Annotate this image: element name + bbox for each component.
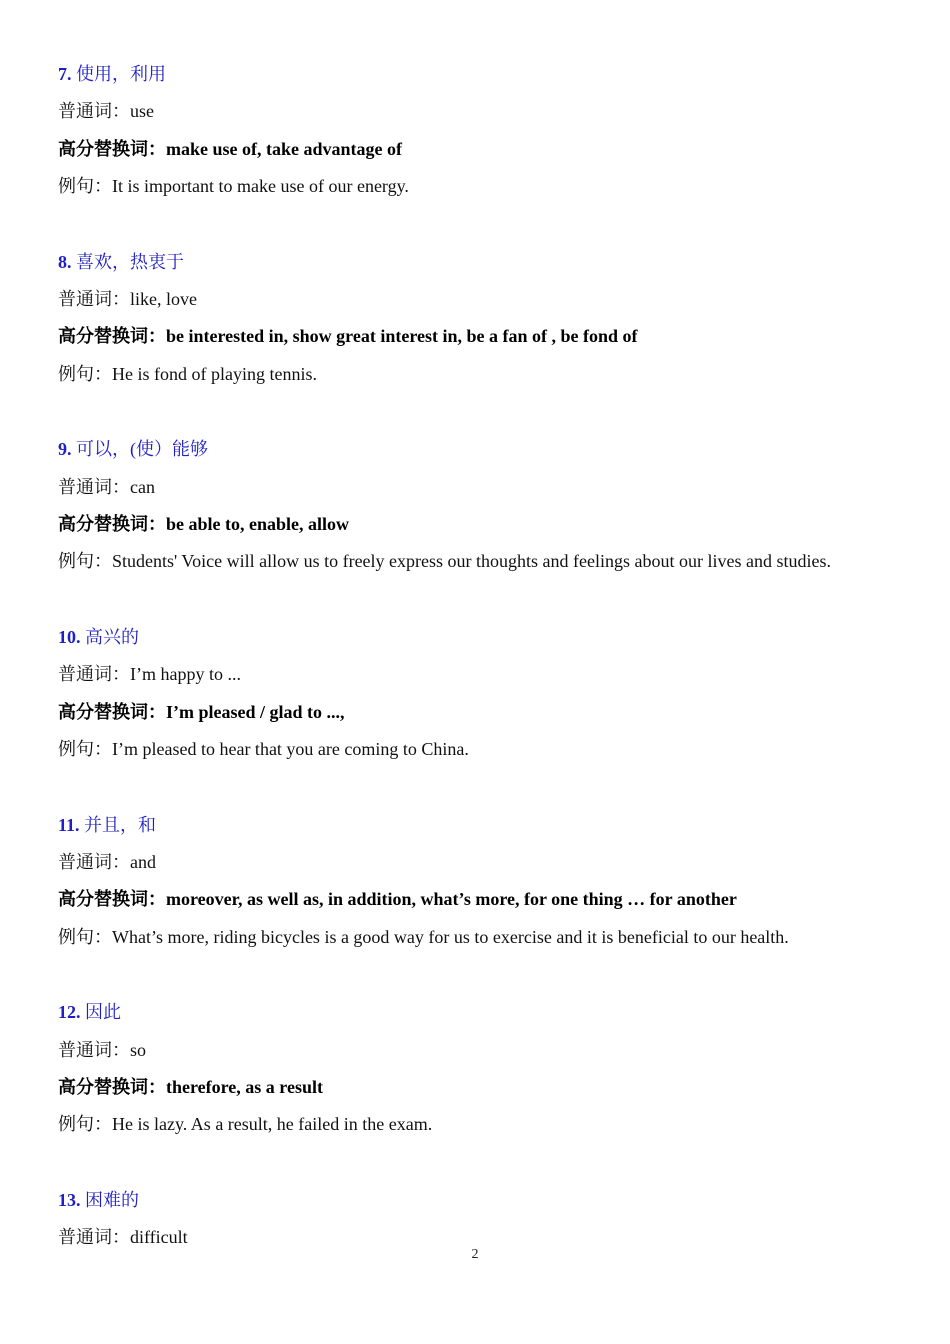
example-line	[58, 362, 898, 386]
plain-label: 普通词：	[58, 1227, 130, 1248]
advanced-label: 高分替换词：	[58, 138, 166, 159]
example-label: 例句：	[58, 1114, 112, 1135]
plain-word: I’m happy to ...	[130, 664, 241, 685]
advanced-words: therefore, as a result	[166, 1077, 323, 1098]
entry-number: 7.	[58, 64, 72, 84]
vocab-entry	[58, 62, 898, 198]
entry-title: 高兴的	[85, 627, 139, 648]
entry-title: 喜欢，热衷于	[76, 251, 184, 272]
example-label: 例句：	[58, 926, 112, 947]
plain-word: difficult	[130, 1227, 188, 1248]
plain-label: 普通词：	[58, 101, 130, 122]
entry-heading	[58, 813, 898, 837]
advanced-word-line	[58, 700, 898, 724]
plain-label: 普通词：	[58, 476, 130, 497]
advanced-label: 高分替换词：	[58, 701, 166, 722]
plain-label: 普通词：	[58, 288, 130, 309]
plain-word: can	[130, 476, 155, 497]
vocab-entry	[58, 1188, 898, 1249]
plain-word: like, love	[130, 288, 197, 309]
example-line	[58, 925, 898, 949]
plain-word-line	[58, 287, 898, 311]
vocab-entry	[58, 250, 898, 386]
entry-number: 11.	[58, 814, 80, 835]
entry-number: 12.	[58, 1002, 81, 1023]
example-label: 例句：	[58, 363, 112, 384]
advanced-word-line	[58, 887, 898, 911]
plain-word: use	[130, 101, 154, 122]
entry-heading	[58, 1188, 898, 1212]
example-label: 例句：	[58, 175, 112, 196]
plain-word: so	[130, 1039, 147, 1060]
entry-heading	[58, 62, 898, 86]
advanced-word-line	[58, 512, 898, 536]
entry-number: 13.	[58, 1190, 81, 1211]
example-line	[58, 174, 898, 198]
advanced-word-line	[58, 1075, 898, 1099]
advanced-label: 高分替换词：	[58, 1077, 166, 1098]
plain-word-line	[58, 475, 898, 499]
plain-label: 普通词：	[58, 1039, 130, 1060]
plain-word-line	[58, 850, 898, 874]
document-page	[58, 62, 898, 1263]
entry-heading	[58, 437, 898, 461]
entry-title: 使用，利用	[76, 64, 166, 84]
example-line	[58, 549, 898, 573]
entry-heading	[58, 1000, 898, 1024]
page-number: 2	[471, 1247, 479, 1262]
entry-heading	[58, 250, 898, 274]
plain-word-line	[58, 662, 898, 686]
example-line	[58, 1112, 898, 1136]
advanced-word-line	[58, 324, 898, 348]
plain-word: and	[130, 852, 156, 873]
entry-heading	[58, 625, 898, 649]
advanced-words: be able to, enable, allow	[166, 513, 349, 534]
entry-number: 9.	[58, 439, 72, 460]
entry-number: 8.	[58, 251, 72, 272]
example-line	[58, 737, 898, 761]
example-sentence: He is lazy. As a result, he failed in the exam.	[112, 1114, 433, 1135]
example-sentence: It is important to make use of our energy.	[112, 175, 409, 196]
plain-label: 普通词：	[58, 664, 130, 685]
example-sentence: I’m pleased to hear that you are coming to China.	[112, 738, 469, 759]
plain-word-line	[58, 99, 898, 123]
example-sentence: Students' Voice will allow us to freely express our thoughts and feelings about our lives and studies.	[112, 551, 831, 572]
example-sentence: What’s more, riding bicycles is a good way for us to exercise and it is beneficial to our health.	[112, 926, 789, 947]
advanced-words: I’m pleased / glad to ...,	[166, 701, 345, 722]
vocab-entry	[58, 437, 898, 573]
example-sentence: He is fond of playing tennis.	[112, 363, 317, 384]
advanced-words: moreover, as well as, in addition, what’s more, for one thing … for another	[166, 889, 737, 910]
advanced-words: make use of, take advantage of	[166, 138, 402, 159]
example-label: 例句：	[58, 738, 112, 759]
advanced-word-line	[58, 137, 898, 161]
advanced-label: 高分替换词：	[58, 513, 166, 534]
entry-title: 困难的	[85, 1190, 139, 1211]
plain-word-line	[58, 1225, 898, 1249]
entry-number: 10.	[58, 627, 81, 648]
advanced-words: be interested in, show great interest in, be a fan of , be fond of	[166, 326, 638, 347]
example-label: 例句：	[58, 551, 112, 572]
advanced-label: 高分替换词：	[58, 326, 166, 347]
entry-title: 可以，(使）能够	[76, 439, 208, 460]
vocab-entry	[58, 1000, 898, 1136]
advanced-label: 高分替换词：	[58, 889, 166, 910]
plain-label: 普通词：	[58, 852, 130, 873]
entry-title: 并且，和	[84, 814, 157, 835]
plain-word-line	[58, 1038, 898, 1062]
vocab-entry	[58, 813, 898, 949]
vocab-entry	[58, 625, 898, 761]
entry-title: 因此	[85, 1002, 121, 1023]
